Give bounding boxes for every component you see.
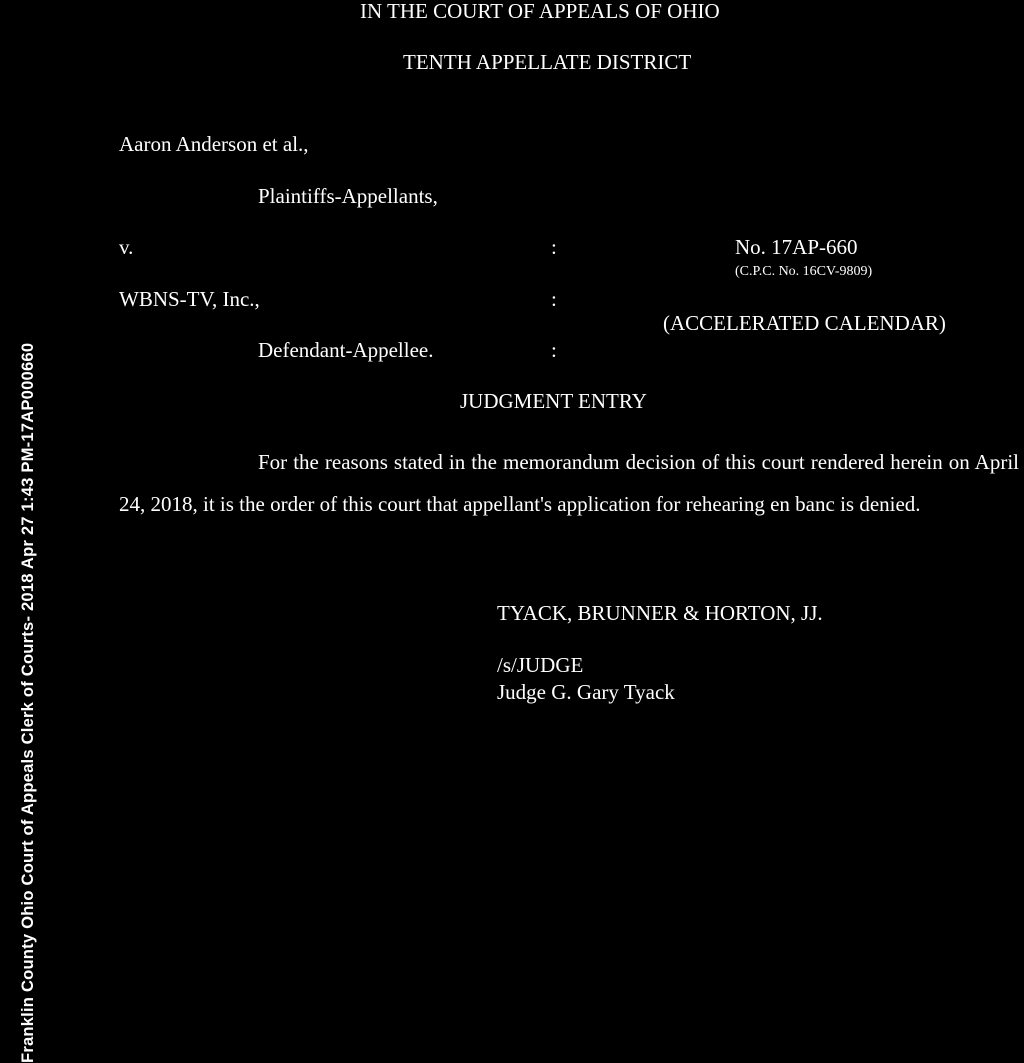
judgment-entry-title: JUDGMENT ENTRY bbox=[460, 389, 647, 413]
caption-colon-2: : bbox=[551, 287, 557, 311]
defendant-role: Defendant-Appellee. bbox=[258, 338, 434, 362]
district-name: TENTH APPELLATE DISTRICT bbox=[403, 50, 692, 74]
caption-colon-1: : bbox=[551, 235, 557, 259]
calendar-designation: (ACCELERATED CALENDAR) bbox=[663, 311, 946, 335]
court-name: IN THE COURT OF APPEALS OF OHIO bbox=[360, 0, 720, 23]
caption-colon-3: : bbox=[551, 338, 557, 362]
case-number: No. 17AP-660 bbox=[735, 235, 858, 259]
signature-line: /s/JUDGE bbox=[497, 653, 584, 677]
versus-label: v. bbox=[119, 235, 134, 259]
lower-court-case-number: (C.P.C. No. 16CV-9809) bbox=[735, 264, 873, 279]
judgment-body bbox=[119, 441, 1019, 525]
judge-panel: TYACK, BRUNNER & HORTON, JJ. bbox=[497, 601, 823, 625]
defendant-name: WBNS-TV, Inc., bbox=[119, 287, 260, 311]
judge-name: Judge G. Gary Tyack bbox=[497, 680, 675, 704]
plaintiffs-role: Plaintiffs-Appellants, bbox=[258, 184, 438, 208]
judgment-body-paragraph: For the reasons stated in the memorandum decision of this court rendered herein on April 24, 2018, it is the order of this court that appellant's application for rehearing en banc is denied. bbox=[119, 450, 1019, 516]
clerk-filing-stamp: Franklin County Ohio Court of Appeals Clerk of Courts- 2018 Apr 27 1:43 PM-17AP000660 bbox=[18, 342, 37, 1063]
plaintiffs-name: Aaron Anderson et al., bbox=[119, 132, 309, 156]
